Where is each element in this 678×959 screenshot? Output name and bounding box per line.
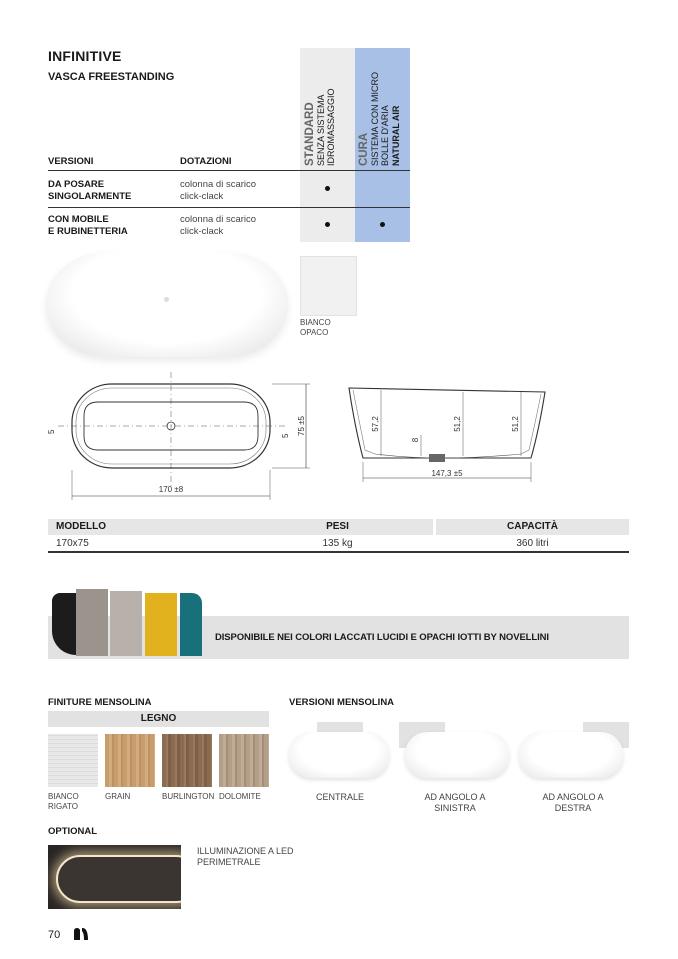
wood-label-grain: GRAIN [105, 792, 131, 801]
value-modello: 170x75 [56, 538, 89, 549]
value-capacita: 360 litri [516, 538, 549, 549]
length-dimension: 147,3 ±5 [431, 469, 463, 478]
standard-desc-2: IDROMASSAGGIO [326, 88, 336, 166]
table-row-1-version: DA POSARE SINGOLARMENTE [48, 179, 132, 202]
standard-name: STANDARD [304, 102, 316, 166]
features-header: DOTAZIONI [180, 156, 232, 167]
shelf-version-sinistra-label: AD ANGOLO A SINISTRA [424, 792, 486, 813]
shelf-version-centrale-image [289, 722, 391, 780]
page-number: 70 [48, 929, 61, 941]
page-title: INFINITIVE [48, 48, 122, 64]
optional-title: OPTIONAL [48, 826, 98, 837]
wood-swatch-burlington [162, 734, 212, 787]
drain-icon [164, 297, 169, 302]
colors-banner-text: DISPONIBILE NEI COLORI LACCATI LUCIDI E OPACHI IOTTI BY NOVELLINI [215, 632, 549, 643]
table-bottom-rule [48, 551, 629, 553]
value-pesi: 135 kg [322, 538, 353, 549]
page-subtitle: VASCA FREESTANDING [48, 71, 175, 83]
wood-swatch-dolomite [219, 734, 269, 787]
swatch-black [52, 593, 76, 655]
swatch-taupe [76, 589, 108, 656]
cura-desc-3: NATURAL AIR [390, 105, 401, 166]
cura-name: CURA [358, 132, 370, 166]
versions-header: VERSIONI [48, 156, 94, 167]
color-swatches [52, 589, 208, 656]
brand-logo-icon [73, 927, 89, 941]
row-2-standard-dot [325, 222, 330, 227]
offset-left-dimension: 5 [47, 429, 56, 434]
height-dimension-1: 57,2 [371, 416, 380, 432]
table-row-2-feature: colonna di scarico click-clack [180, 214, 257, 237]
offset-right-dimension: 5 [281, 433, 290, 438]
wood-label-bianco-rigato: BIANCO RIGATO [48, 792, 79, 811]
row-1-standard-dot [325, 186, 330, 191]
table-divider [48, 207, 410, 208]
side-view-drawing [345, 380, 555, 485]
height-dimension-4: 8 [411, 437, 420, 443]
table-divider [48, 170, 410, 171]
cura-desc-2: BOLLE D'ARIA [380, 105, 390, 166]
swatch-grey [110, 591, 142, 656]
width-dimension: 170 ±8 [158, 485, 184, 494]
swatch-teal [180, 593, 202, 656]
shelf-version-centrale-label: CENTRALE [315, 792, 364, 802]
header-capacita: CAPACITÀ [436, 519, 629, 535]
cura-desc-1: SISTEMA CON MICRO [369, 71, 380, 166]
header-pesi: PESI [242, 519, 433, 535]
finish-label: BIANCO OPACO [300, 318, 331, 337]
shelf-version-destra-label: AD ANGOLO A DESTRA [542, 792, 604, 813]
standard-header [305, 88, 337, 166]
optional-label: ILLUMINAZIONE A LED PERIMETRALE [197, 846, 294, 867]
table-row-2-version: CON MOBILE E RUBINETTERIA [48, 214, 128, 237]
wood-label-burlington: BURLINGTON [162, 792, 215, 801]
standard-desc-1: SENZA SISTEMA [315, 94, 326, 166]
wood-label-dolomite: DOLOMITE [219, 792, 261, 801]
row-2-cura-dot [380, 222, 385, 227]
cura-header [359, 72, 401, 166]
height-dimension-2: 51,2 [453, 416, 462, 432]
depth-dimension: 75 ±5 [297, 416, 306, 436]
swatch-yellow [145, 593, 177, 656]
table-row-1-feature: colonna di scarico click-clack [180, 179, 257, 202]
finiture-title: FINITURE MENSOLINA [48, 697, 152, 708]
shelf-version-destra-image [517, 722, 629, 780]
finish-swatch-bianco-opaco [300, 256, 357, 316]
versioni-mensolina-title: VERSIONI MENSOLINA [289, 697, 395, 708]
bathtub-photo [46, 252, 288, 357]
height-dimension-3: 51,2 [511, 416, 520, 432]
wood-swatch-grain [105, 734, 155, 787]
top-view-drawing [40, 372, 320, 502]
wood-swatch-bianco-rigato [48, 734, 98, 787]
led-lighting-photo [48, 845, 181, 909]
legno-group-header: LEGNO [48, 711, 269, 727]
header-modello: MODELLO [48, 519, 247, 535]
shelf-version-sinistra-image [399, 722, 511, 780]
